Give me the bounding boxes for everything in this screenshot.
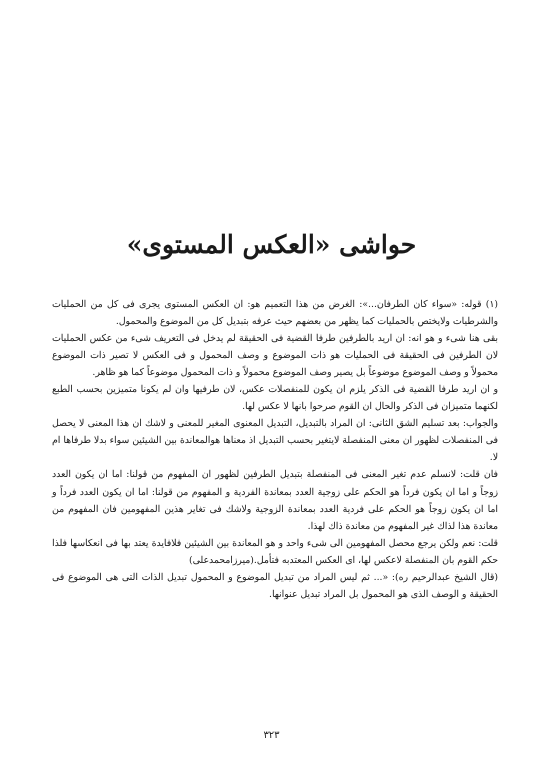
paragraph-2: بقى هنا شىء و هو انه: ان اريد بالطرفين طرفا القضية فى الحقيقة لم يدخل فى التعريف شىء من عكس الحمليات لان الطرفين فى الحقيقة فى الحمليات هو ذات الموضوع و وصف المحمول و فى العكس لا تصير ذات الموضوع محمولاً و وصف الموضوع موضوعاً بل يصير وصف الموضوع محمولاً و ذات المحمول موضوعاً كما هو ظاهر. — [52, 333, 498, 379]
paragraph-7: (قال الشيخ عبدالرحيم ره): «... ثم ليس المراد من تبديل الموضوع و المحمول تبديل الذات التى هى الموضوع فى الحقيقة و الوصف الذى هو المحمول بل المراد تبديل عنوانها. — [52, 571, 498, 600]
paragraph-5: فان قلت: لانسلم عدم تغير المعنى فى المنفصلة بتبديل الطرفين لظهور ان المفهوم من قولنا: اما ان يكون العدد زوجاً و اما ان يكون فرداً هو الحكم على زوجية العدد بمعاندة الفردية و المفهوم من قولنا: اما ان يكون العدد فرداً و اما ان يكون زوجاً هو الحكم على فردية العدد بمعاندة الزوجية ولاشك فى تغاير هذين المفهومين فان المفهوم من معاندة هذا لذاك غير المفهوم من معاندة ذاك لهذا. — [52, 469, 498, 532]
commentary-body — [52, 296, 498, 603]
page-title: حواشى «العكس المستوى» — [126, 230, 417, 259]
paragraph-1: (١) قوله: «سواء كان الطرفان...»: الغرض من هذا التعميم هو: ان العكس المستوى يجرى فى كل من الحمليات والشرطيات ولايختص بالحمليات كما يظهر من بعضهم حيث عرفه بتبديل كل من الموضوع والمحمول. — [52, 299, 498, 328]
page-number: ٣٢٣ — [263, 730, 280, 741]
paragraph-4: والجواب: بعد تسليم الشق الثانى: ان المراد بالتبديل، التبديل المعنوى المغير للمعنى و لاشك ان هذا المعنى لا يحصل فى المنفصلات لظهور ان معنى المنفصلة لايتغير بحسب التبديل اذ معناها هوالمعاندة بين الشيئين سواء بدلا طرفاها ام لا. — [52, 418, 498, 464]
paragraph-3: و ان اريد طرفا القضية فى الذكر يلزم ان يكون للمنفصلات عكس، لان طرفيها وان لم يكونا متميزين بحسب الطبع لكنهما متميزان فى الذكر والحال ان القوم صرحوا بانها لا عكس لها. — [52, 384, 498, 413]
paragraph-6: قلت: نعم ولكن يرجع محصل المفهومين الى شىء واحد و هو المعاندة بين الشيئين فلافايدة يعتد بها فى انعكاسها فلذا حكم القوم بان المنفصلة لاعكس لها، اى العكس المعتدبه فتأمل.(ميرزامحمدعلى) — [52, 537, 499, 566]
